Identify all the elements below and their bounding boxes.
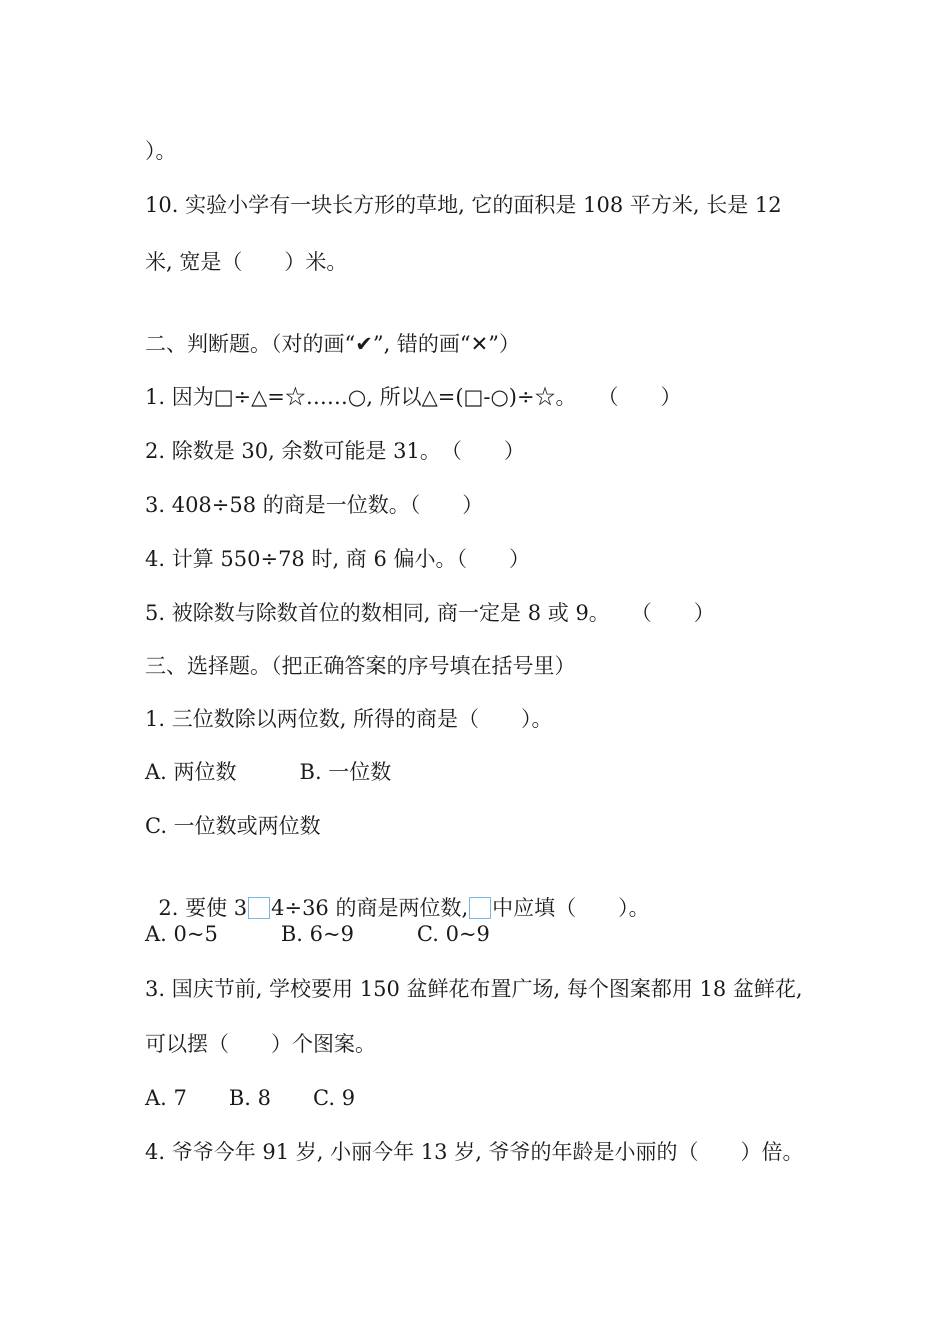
- choice-4: 4. 爷爷今年 91 岁, 小丽今年 13 岁, 爷爷的年龄是小丽的（ ）倍。: [145, 1140, 804, 1164]
- judge-4: 4. 计算 550÷78 时, 商 6 偏小。（ ）: [145, 547, 531, 571]
- choice-3-options: A. 7 B. 8 C. 9: [145, 1086, 356, 1110]
- choice-1-options-ab: A. 两位数 B. 一位数: [145, 760, 392, 784]
- choice-2-part-a: 2. 要使 3: [158, 896, 248, 920]
- choice-2-part-c: 中应填（ ）。: [492, 896, 650, 920]
- choice-3-line-1: 3. 国庆节前, 学校要用 150 盆鲜花布置广场, 每个图案都用 18 盆鲜花,: [145, 977, 803, 1001]
- section-2-title: 二、判断题。（对的画“✔”, 错的画“✕”）: [145, 332, 520, 356]
- choice-3-line-2: 可以摆（ ）个图案。: [145, 1032, 376, 1056]
- choice-1-option-c: C. 一位数或两位数: [145, 814, 321, 838]
- judge-5: 5. 被除数与除数首位的数相同, 商一定是 8 或 9。 （ ）: [145, 601, 715, 625]
- choice-2-part-b: 4÷36 的商是两位数,: [271, 896, 469, 920]
- question-10-line-1: 10. 实验小学有一块长方形的草地, 它的面积是 108 平方米, 长是 12: [145, 193, 782, 217]
- blank-box: [469, 897, 491, 919]
- choice-2-options: A. 0~5 B. 6~9 C. 0~9: [145, 922, 490, 946]
- judge-3: 3. 408÷58 的商是一位数。（ ）: [145, 493, 484, 517]
- judge-2: 2. 除数是 30, 余数可能是 31。 （ ）: [145, 439, 525, 463]
- judge-1: 1. 因为□÷△=☆……○, 所以△=(□-○)÷☆。 （ ）: [145, 385, 682, 409]
- question-10-line-2: 米, 宽是（ ）米。: [145, 250, 348, 274]
- line-1: ）。: [145, 139, 177, 163]
- section-3-title: 三、选择题。（把正确答案的序号填在括号里）: [145, 654, 576, 678]
- blank-box: [248, 897, 270, 919]
- choice-1: 1. 三位数除以两位数, 所得的商是（ ）。: [145, 707, 553, 731]
- choice-2: [145, 866, 650, 922]
